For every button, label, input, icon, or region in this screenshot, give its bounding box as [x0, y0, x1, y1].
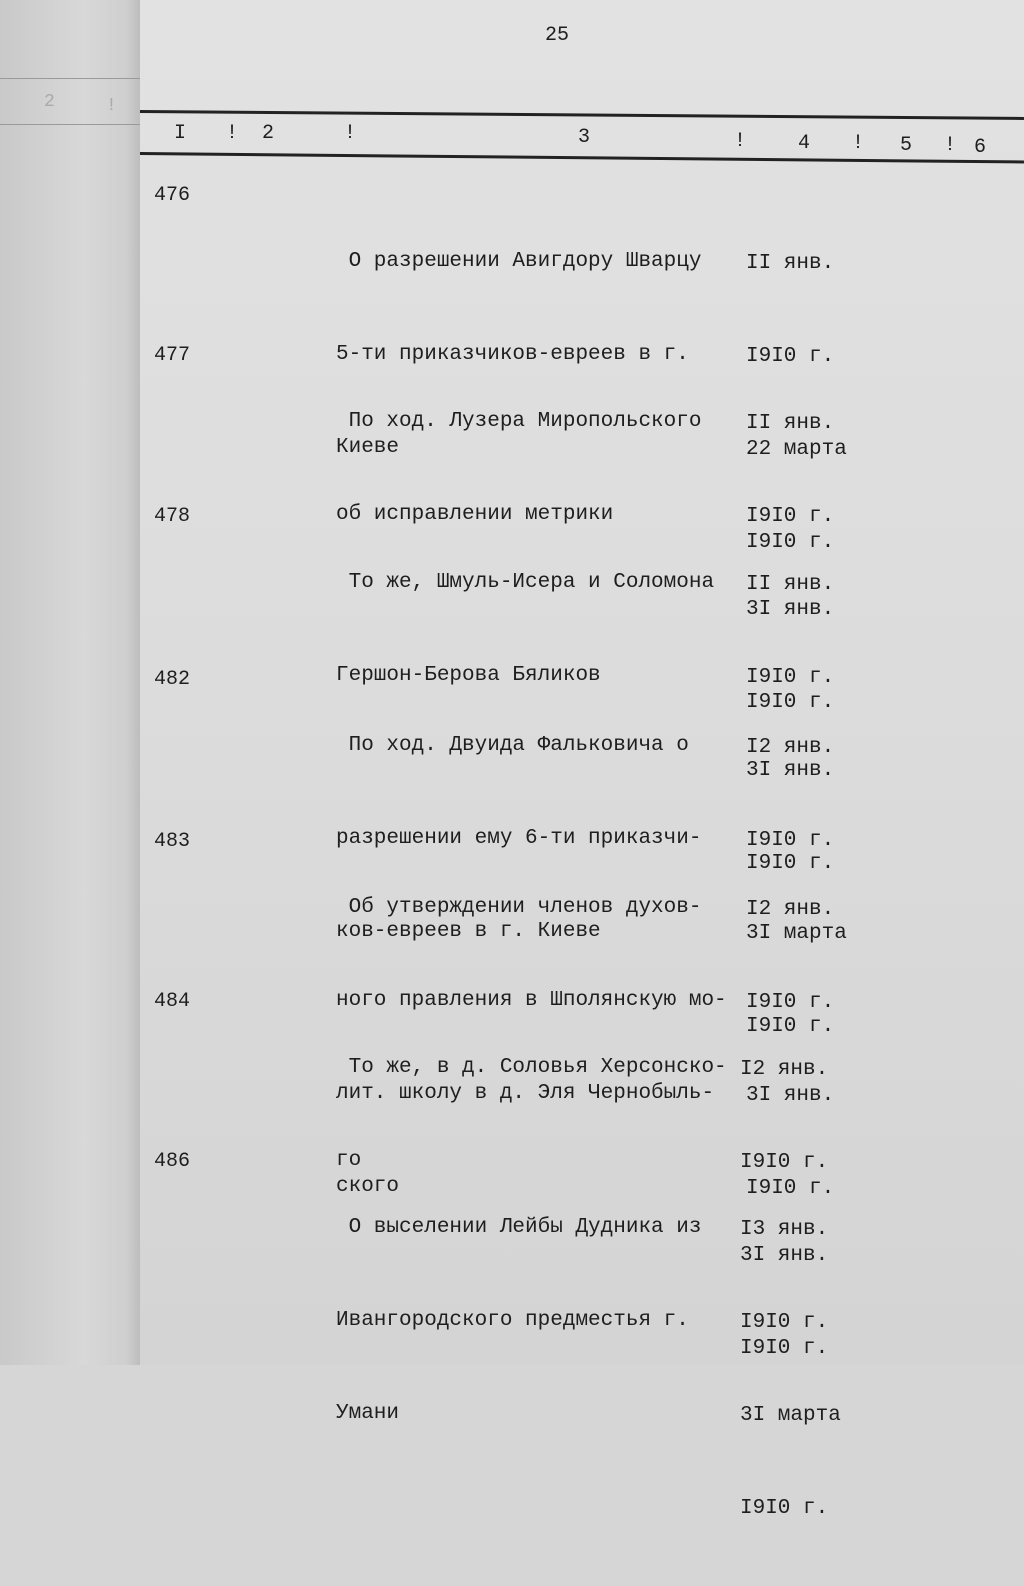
column-header-2: 2	[262, 122, 275, 145]
case-number: 477	[154, 344, 191, 367]
previous-page-edge	[0, 0, 140, 1365]
description-line: По ход. Лузера Миропольского	[336, 410, 702, 433]
case-dates	[740, 1152, 860, 1586]
description-line: То же, в д. Соловья Херсонско-	[336, 1056, 727, 1079]
column-separator: !	[852, 132, 865, 155]
date-line: I3 янв.	[740, 1218, 829, 1241]
date-line: 3I янв.	[746, 759, 835, 782]
description-line: лит. школу в д. Эля Чернобыль-	[336, 1082, 715, 1105]
description-line: Умани	[336, 1402, 400, 1425]
description-line: об исправлении метрики	[336, 503, 614, 526]
date-line: I9I0 г.	[746, 991, 835, 1014]
date-line: I9I0 г.	[746, 666, 835, 689]
date-line: 3I марта	[740, 1404, 841, 1427]
description-line: 5-ти приказчиков-евреев в г.	[336, 343, 689, 366]
date-line: I9I0 г.	[740, 1311, 829, 1334]
description-line: ного правления в Шполянскую мо-	[336, 989, 727, 1012]
date-line: I9I0 г.	[746, 691, 835, 714]
ghost-rule	[0, 78, 140, 79]
date-line: I9I0 г.	[746, 1015, 835, 1038]
case-number: 482	[154, 668, 191, 691]
description-line: То же, Шмуль-Исера и Соломона	[336, 571, 715, 594]
page-number: 25	[545, 24, 570, 47]
description-line: Гершон-Берова Бяликов	[336, 664, 601, 687]
description-line: ков-евреев в г. Киеве	[336, 920, 601, 943]
case-description	[336, 1150, 746, 1491]
date-line: 3I янв.	[740, 1244, 829, 1267]
date-line: I9I0 г.	[746, 852, 835, 875]
date-line: I2 янв.	[746, 736, 835, 759]
date-line: I9I0 г.	[746, 531, 835, 554]
date-line: II янв.	[746, 252, 835, 275]
case-number: 486	[154, 1150, 191, 1173]
description-line: Об утверждении членов духов-	[336, 896, 702, 919]
date-line: I2 янв.	[740, 1058, 829, 1081]
column-header-1: I	[174, 122, 187, 145]
column-separator: !	[734, 130, 747, 153]
column-header-4: 4	[798, 132, 811, 155]
date-line: 3I янв.	[746, 1084, 835, 1107]
description-line: разрешении ему 6-ти приказчи-	[336, 827, 702, 850]
column-header-3: 3	[578, 126, 591, 149]
date-line: I9I0 г.	[746, 505, 835, 528]
date-line: II янв.	[746, 573, 835, 596]
date-line: I9I0 г.	[746, 345, 835, 368]
date-line: I9I0 г.	[740, 1151, 829, 1174]
description-line: Ивангородского предместья г.	[336, 1309, 689, 1332]
table-header-rule-bottom	[140, 152, 1024, 163]
date-line: I9I0 г.	[740, 1337, 829, 1360]
description-line: О разрешении Авигдору Шварцу	[336, 250, 702, 273]
description-line: О выселении Лейбы Дудника из	[336, 1216, 702, 1239]
date-line: 3I янв.	[746, 598, 835, 621]
date-line: I9I0 г.	[746, 1177, 835, 1200]
description-line: ского	[336, 1175, 400, 1198]
column-header-6: 6	[974, 136, 987, 159]
date-line: 3I марта	[746, 922, 847, 945]
description-line: Киеве	[336, 436, 400, 459]
date-line: I9I0 г.	[740, 1497, 829, 1520]
description-line: По ход. Двуида Фальковича о	[336, 734, 689, 757]
ghost-header-mark: 2	[44, 92, 55, 112]
date-line: 22 марта	[746, 438, 847, 461]
document-page	[140, 0, 1024, 1520]
case-number: 484	[154, 990, 191, 1013]
ghost-header-mark: !	[106, 96, 117, 116]
description-line: го	[336, 1149, 362, 1172]
column-header-5: 5	[900, 134, 913, 157]
ghost-rule	[0, 124, 140, 125]
column-separator: !	[344, 122, 357, 145]
date-line: II янв.	[746, 412, 835, 435]
column-separator: !	[944, 134, 957, 157]
case-number: 476	[154, 184, 191, 207]
date-line: I9I0 г.	[746, 829, 835, 852]
table-header-rule-top	[140, 110, 1024, 120]
case-number: 478	[154, 505, 191, 528]
date-line: I2 янв.	[746, 898, 835, 921]
column-separator: !	[226, 122, 239, 145]
case-number: 483	[154, 830, 191, 853]
